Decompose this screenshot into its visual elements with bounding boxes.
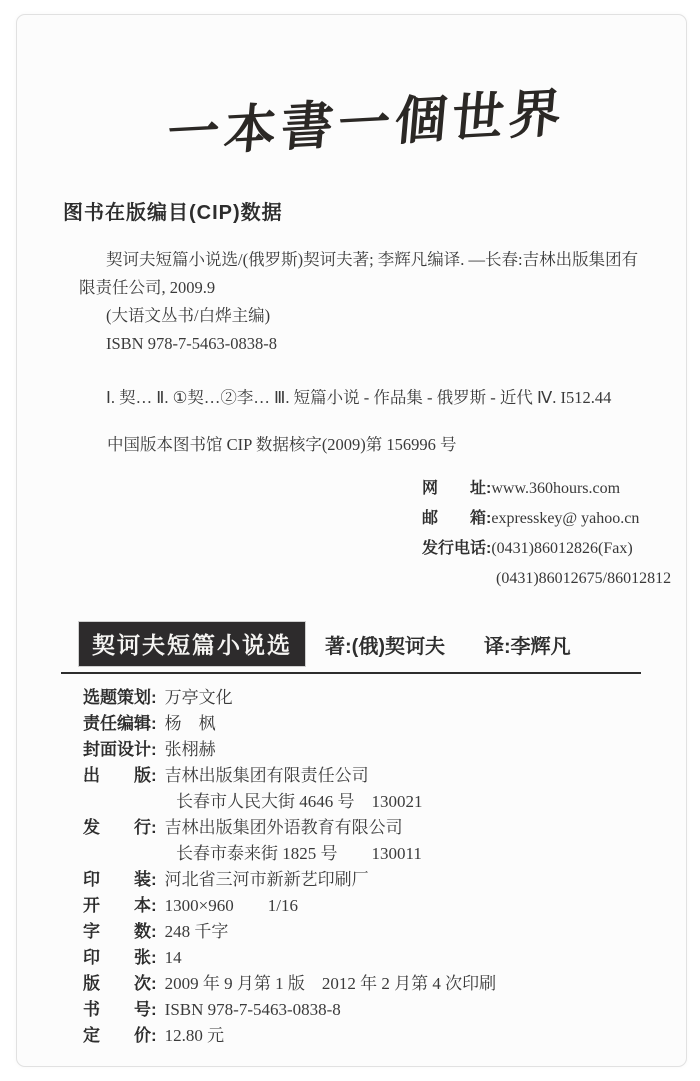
phone-value: (0431)86012826(Fax) [491, 540, 633, 557]
cip-description: 契诃夫短篇小说选/(俄罗斯)契诃夫著; 李辉凡编译. —长春:吉林出版集团有限责任公司, 2009.9 [79, 250, 639, 297]
colophon-value: 张栩赫 [164, 740, 216, 759]
colophon-publisher-address: 长春市人民大街 4646 号 130021 [176, 792, 423, 811]
colophon-row-isbn [83, 997, 496, 1023]
colophon-value: 吉林出版集团外语教育有限公司 [164, 818, 403, 837]
title-bar [79, 622, 659, 662]
colophon-row-sheets [83, 945, 496, 971]
contact-row-phone [422, 534, 671, 564]
horizontal-divider [61, 672, 641, 674]
cip-heading: 图书在版编目(CIP)数据 [63, 202, 283, 224]
website-label: 网 址: [422, 480, 492, 497]
book-copyright-page [16, 14, 687, 1067]
colophon-label: 书 号: [83, 1000, 157, 1019]
colophon-label: 印 张: [83, 948, 157, 967]
colophon-row-publisher [83, 763, 496, 789]
colophon-row-editor [83, 711, 496, 737]
colophon-row-planning [83, 685, 496, 711]
author-credit: 著:(俄)契诃夫 [325, 636, 445, 658]
colophon-value: 万亭文化 [164, 688, 233, 707]
colophon-label: 印 装: [83, 870, 157, 889]
translator-credit: 译:李辉凡 [484, 636, 571, 658]
phone-label: 发行电话: [422, 540, 492, 557]
colophon-distributor-address: 长春市泰来街 1825 号 130011 [176, 844, 422, 863]
contact-phone-continuation: (0431)86012675/86012812 [496, 570, 672, 587]
colophon-row-format [83, 893, 496, 919]
colophon-label: 字 数: [83, 922, 157, 941]
colophon-block [83, 685, 496, 1049]
colophon-value: 248 千字 [164, 922, 229, 941]
colophon-value: 吉林出版集团有限责任公司 [164, 766, 369, 785]
colophon-row-distributor [83, 815, 496, 841]
colophon-row-cover-design [83, 737, 496, 763]
cip-record-number: 中国版本图书馆 CIP 数据核字(2009)第 156996 号 [107, 435, 457, 454]
colophon-label: 版 次: [83, 974, 157, 993]
colophon-label: 封面设计: [83, 740, 157, 759]
colophon-label: 开 本: [83, 896, 157, 915]
cip-classification: Ⅰ. 契… Ⅱ. ①契…②李… Ⅲ. 短篇小说 - 作品集 - 俄罗斯 - 近代 Ⅳ. I512.44 [106, 388, 612, 407]
colophon-value: 1300×960 1/16 [164, 896, 298, 915]
colophon-value: 杨 枫 [164, 714, 216, 733]
colophon-row-edition [83, 971, 496, 997]
contact-row-website [422, 474, 671, 504]
email-value: expresskey@ yahoo.cn [491, 510, 640, 527]
colophon-value: 河北省三河市新新艺印刷厂 [164, 870, 369, 889]
colophon-value: 2009 年 9 月第 1 版 2012 年 2 月第 4 次印刷 [164, 974, 497, 993]
colophon-row-printer [83, 867, 496, 893]
calligraphy-slogan: 一本書一個世界 [164, 82, 569, 165]
website-value: www.360hours.com [491, 480, 621, 497]
cip-block [79, 246, 651, 358]
colophon-label: 定 价: [83, 1026, 157, 1045]
colophon-label: 责任编辑: [83, 714, 157, 733]
colophon-value: ISBN 978-7-5463-0838-8 [164, 1000, 341, 1019]
cip-series: (大语文丛书/白烨主编) [106, 306, 271, 325]
colophon-value: 12.80 元 [164, 1026, 225, 1045]
colophon-label: 选题策划: [83, 688, 157, 707]
cip-isbn: ISBN 978-7-5463-0838-8 [106, 334, 277, 353]
book-title-box: 契诃夫短篇小说选 [79, 622, 305, 666]
colophon-row-price [83, 1023, 496, 1049]
email-label: 邮 箱: [422, 510, 492, 527]
colophon-value: 14 [164, 948, 182, 967]
colophon-row-word-count [83, 919, 496, 945]
publisher-contact-block [422, 474, 671, 594]
colophon-label: 出 版: [83, 766, 157, 785]
colophon-label: 发 行: [83, 818, 157, 837]
contact-row-email [422, 504, 671, 534]
